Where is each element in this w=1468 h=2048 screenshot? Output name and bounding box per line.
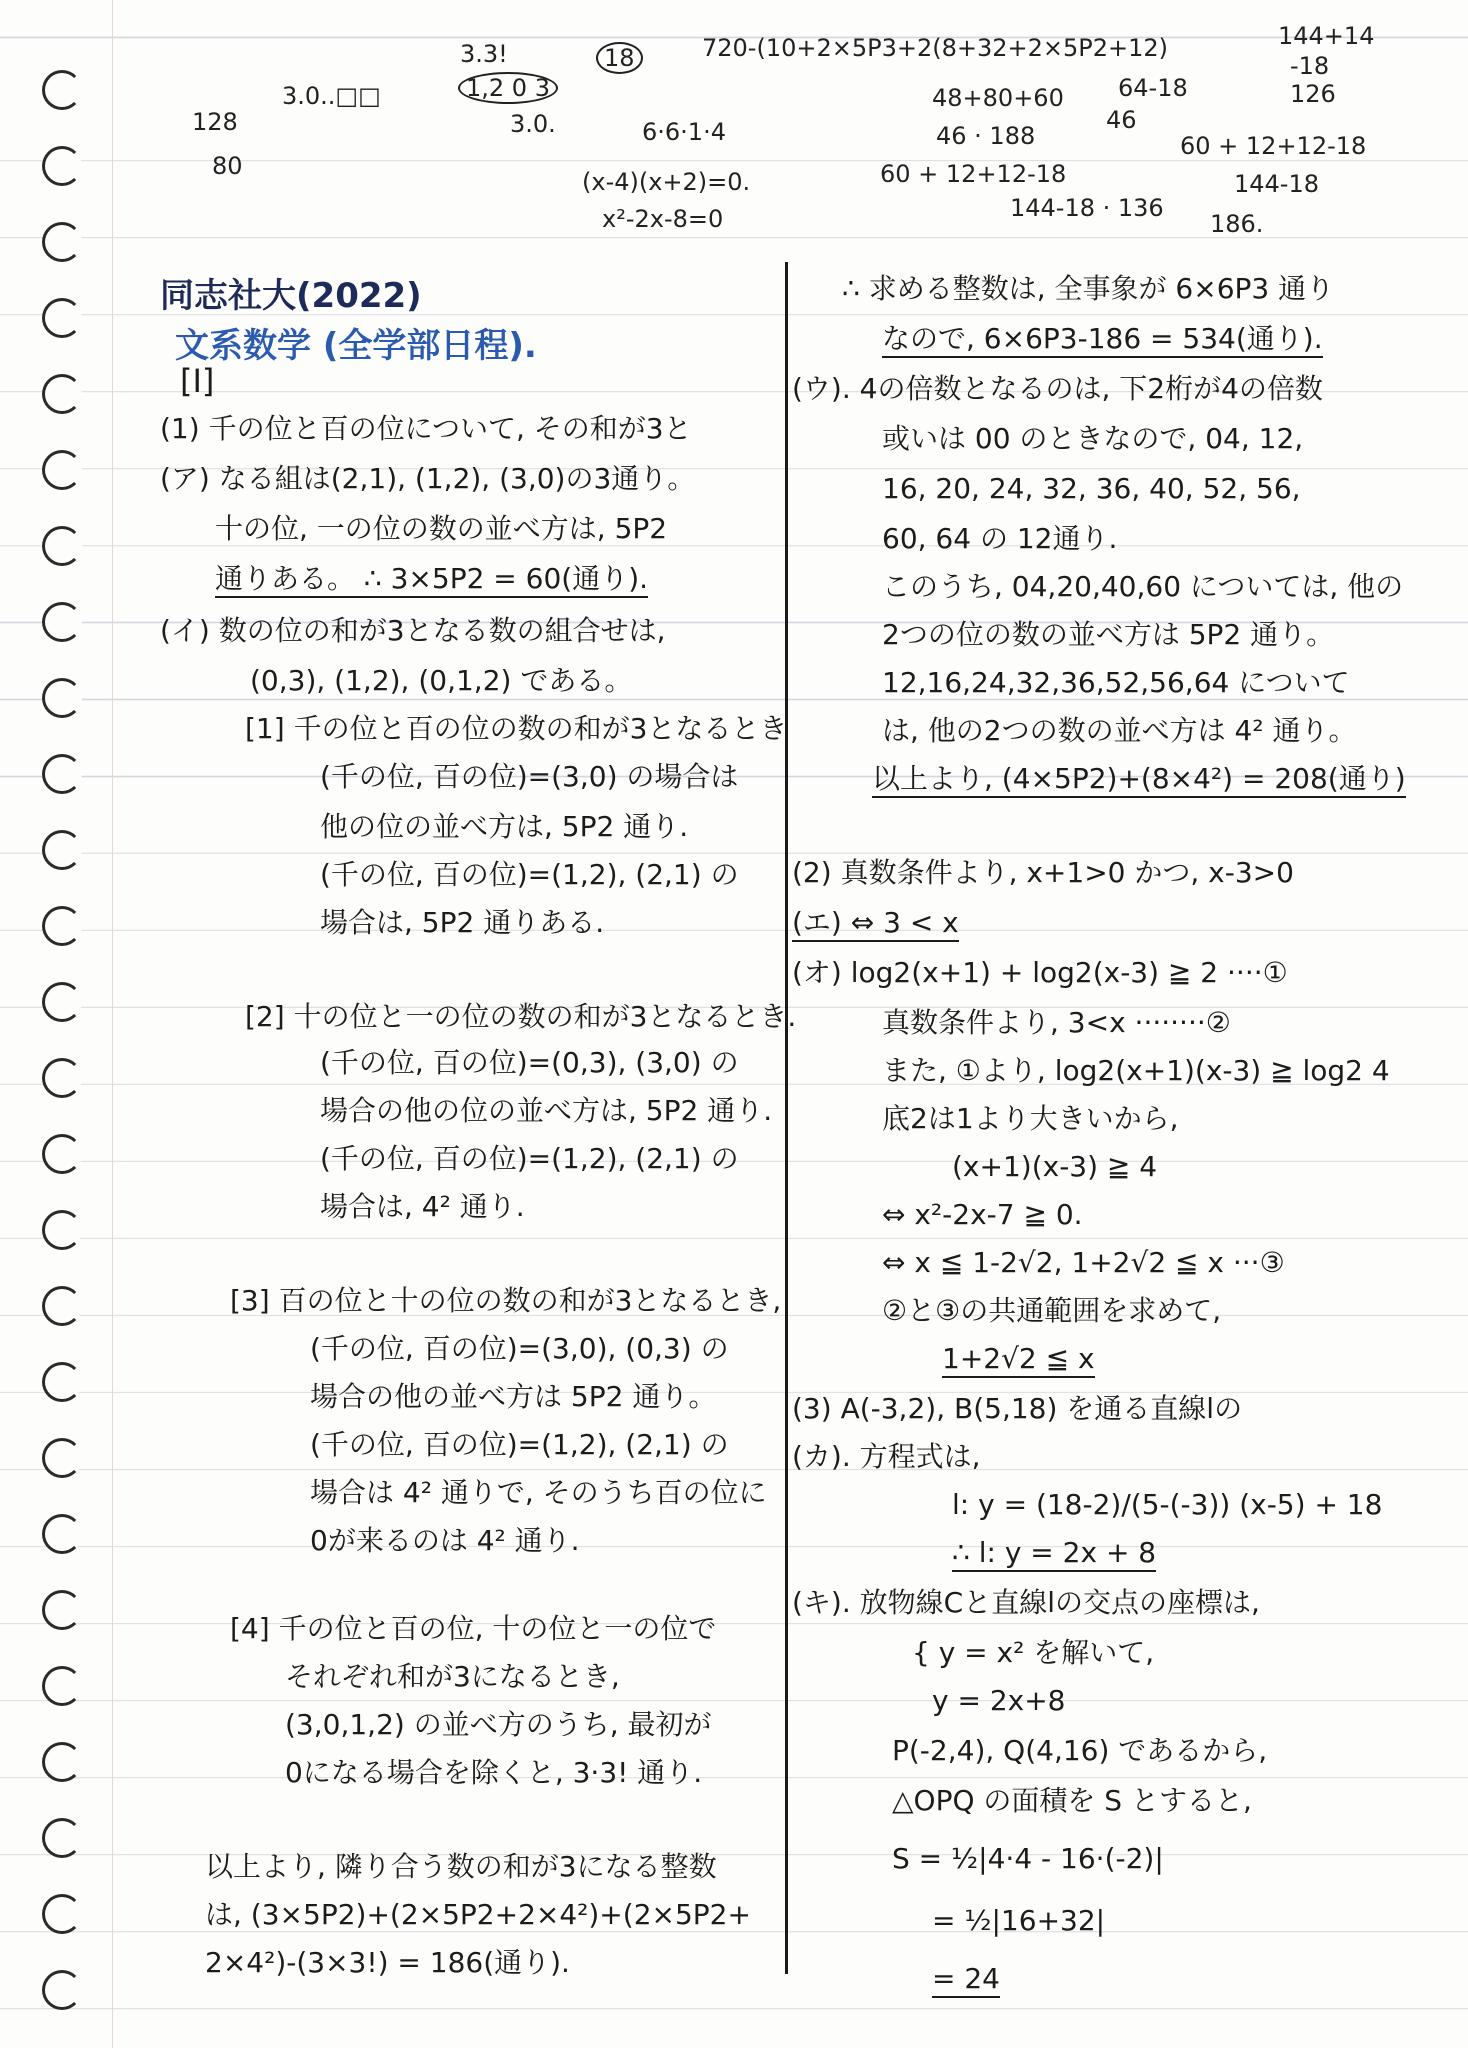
binding-hole-icon	[42, 1514, 82, 1554]
scratch-note: 64-18	[1118, 74, 1188, 102]
binding-hole-icon	[42, 146, 82, 186]
left-line: 場合の他の並べ方は 5P2 通り。	[310, 1380, 717, 1413]
scratch-note: 3.0..□□	[282, 82, 381, 110]
binding-hole-icon	[42, 678, 82, 718]
right-line: 或いは 00 のときなので, 04, 12,	[882, 422, 1304, 455]
page-title: 同志社大(2022)	[160, 276, 422, 316]
right-line: 12,16,24,32,36,52,56,64 について	[882, 666, 1350, 699]
binding-hole-icon	[42, 1590, 82, 1630]
right-line: (ウ). 4の倍数となるのは, 下2桁が4の倍数	[792, 372, 1323, 405]
binding-hole-icon	[42, 222, 82, 262]
left-line: [3] 百の位と十の位の数の和が3となるとき,	[230, 1284, 782, 1317]
right-line: ∴ l: y = 2x + 8	[952, 1536, 1156, 1572]
binding-hole-icon	[42, 1134, 82, 1174]
left-line: (0,3), (1,2), (0,1,2) である。	[250, 664, 633, 697]
scratch-note: 186.	[1210, 210, 1264, 238]
binding-hole-icon	[42, 1058, 82, 1098]
right-line: このうち, 04,20,40,60 については, 他の	[882, 570, 1404, 603]
right-line: 60, 64 の 12通り.	[882, 522, 1118, 555]
left-line: [1] 千の位と百の位の数の和が3となるとき	[245, 712, 788, 745]
left-line: (イ) 数の位の和が3となる数の組合せは,	[160, 614, 666, 647]
column-divider	[785, 262, 788, 1974]
binding-hole-icon	[42, 1438, 82, 1478]
left-line: (千の位, 百の位)=(1,2), (2,1) の	[320, 1142, 739, 1175]
right-line: (オ) log2(x+1) + log2(x-3) ≧ 2 ····①	[792, 956, 1288, 989]
scratch-note: 144-18 · 136	[1010, 194, 1164, 222]
left-line: 他の位の並べ方は, 5P2 通り.	[320, 810, 689, 843]
binding-hole-icon	[42, 1970, 82, 2010]
left-line: (1) 千の位と百の位について, その和が3と	[160, 412, 692, 445]
left-line: 場合は, 4² 通り.	[320, 1190, 525, 1223]
scratch-note: 60 + 12+12-18	[880, 160, 1067, 188]
left-line: (千の位, 百の位)=(3,0) の場合は	[320, 760, 739, 793]
scratch-note: 3.3!	[460, 40, 508, 68]
right-line: 2つの位の数の並べ方は 5P2 通り。	[882, 618, 1335, 651]
scratch-note-circled: 1,2 0 3	[458, 72, 558, 104]
scratch-note: 144+14	[1278, 22, 1375, 50]
scratch-note: 126	[1290, 80, 1336, 108]
right-line: = ½|16+32|	[932, 1904, 1106, 1937]
right-line: は, 他の2つの数の並べ方は 4² 通り。	[882, 714, 1357, 747]
right-line: ∴ 求める整数は, 全事象が 6×6P3 通り	[842, 272, 1335, 305]
binding-hole-icon	[42, 1362, 82, 1402]
left-line: [4] 千の位と百の位, 十の位と一の位で	[230, 1612, 717, 1645]
margin-line	[112, 0, 113, 2048]
right-line: ②と③の共通範囲を求めて,	[882, 1294, 1222, 1327]
left-line: (千の位, 百の位)=(1,2), (2,1) の	[320, 858, 739, 891]
left-line: (千の位, 百の位)=(3,0), (0,3) の	[310, 1332, 729, 1365]
page-subtitle: 文系数学 (全学部日程).	[175, 326, 537, 366]
left-line: (千の位, 百の位)=(1,2), (2,1) の	[310, 1428, 729, 1461]
scratch-note: -18	[1290, 52, 1330, 80]
left-line: それぞれ和が3になるとき,	[285, 1660, 620, 1693]
scratch-note: 720-(10+2×5P3+2(8+32+2×5P2+12)	[702, 34, 1169, 62]
right-line: l: y = (18-2)/(5-(-3)) (x-5) + 18	[952, 1488, 1383, 1521]
binding-hole-icon	[42, 1818, 82, 1858]
section-label: [I]	[180, 362, 215, 400]
left-line: (ア) なる組は(2,1), (1,2), (3,0)の3通り。	[160, 462, 696, 495]
scratch-note: 3.0.	[510, 110, 556, 138]
binding-hole-icon	[42, 906, 82, 946]
binding-holes	[0, 0, 120, 2048]
right-line: ⇔ x ≦ 1-2√2, 1+2√2 ≦ x ···③	[882, 1246, 1285, 1279]
right-line: 底2は1より大きいから,	[882, 1102, 1179, 1135]
left-line: 場合の他の位の並べ方は, 5P2 通り.	[320, 1094, 773, 1127]
binding-hole-icon	[42, 982, 82, 1022]
right-line: (カ). 方程式は,	[792, 1440, 981, 1473]
left-line: 十の位, 一の位の数の並べ方は, 5P2	[215, 512, 668, 545]
scratch-note: 48+80+60	[932, 84, 1064, 112]
left-line: 場合は, 5P2 通りある.	[320, 906, 605, 939]
right-line: 真数条件より, 3<x ········②	[882, 1006, 1231, 1039]
right-line: (エ) ⇔ 3 < x	[792, 906, 959, 942]
left-line: 2×4²)-(3×3!) = 186(通り).	[205, 1946, 570, 1979]
left-line: 場合は 4² 通りで, そのうち百の位に	[310, 1476, 767, 1509]
left-line: は, (3×5P2)+(2×5P2+2×4²)+(2×5P2+	[205, 1898, 751, 1931]
binding-hole-icon	[42, 602, 82, 642]
left-line: 0になる場合を除くと, 3·3! 通り.	[285, 1756, 703, 1789]
right-line: (3) A(-3,2), B(5,18) を通る直線lの	[792, 1392, 1243, 1425]
scratch-note: 128	[192, 108, 238, 136]
binding-hole-icon	[42, 1286, 82, 1326]
left-line: [2] 十の位と一の位の数の和が3となるとき.	[245, 1000, 797, 1033]
scratch-note-circled: 18	[596, 42, 643, 74]
right-line: S = ½|4·4 - 16·(-2)|	[892, 1842, 1164, 1875]
binding-hole-icon	[42, 450, 82, 490]
right-line: (2) 真数条件より, x+1>0 かつ, x-3>0	[792, 856, 1294, 889]
right-line: また, ①より, log2(x+1)(x-3) ≧ log2 4	[882, 1054, 1390, 1087]
left-line: 以上より, 隣り合う数の和が3になる整数	[205, 1850, 717, 1883]
binding-hole-icon	[42, 754, 82, 794]
scratch-note: 144-18	[1234, 170, 1320, 198]
right-line: 1+2√2 ≦ x	[942, 1342, 1095, 1378]
binding-hole-icon	[42, 830, 82, 870]
right-line: (キ). 放物線Cと直線lの交点の座標は,	[792, 1586, 1260, 1619]
binding-hole-icon	[42, 526, 82, 566]
right-line: 16, 20, 24, 32, 36, 40, 52, 56,	[882, 472, 1301, 505]
left-line: (3,0,1,2) の並べ方のうち, 最初が	[285, 1708, 712, 1741]
right-line: ⇔ x²-2x-7 ≧ 0.	[882, 1198, 1083, 1231]
left-line: 0が来るのは 4² 通り.	[310, 1524, 580, 1557]
scratch-note: 46	[1106, 106, 1137, 134]
binding-hole-icon	[42, 374, 82, 414]
binding-hole-icon	[42, 1894, 82, 1934]
binding-hole-icon	[42, 1742, 82, 1782]
scratch-note: 46 · 188	[936, 122, 1036, 150]
right-line: y = 2x+8	[932, 1684, 1066, 1717]
binding-hole-icon	[42, 1210, 82, 1250]
scratch-note: x²-2x-8=0	[602, 205, 724, 233]
binding-hole-icon	[42, 1666, 82, 1706]
scratch-note: (x-4)(x+2)=0.	[582, 168, 751, 196]
right-line: P(-2,4), Q(4,16) であるから,	[892, 1734, 1268, 1767]
right-line: { y = x² を解いて,	[912, 1636, 1155, 1669]
right-line: 以上より, (4×5P2)+(8×4²) = 208(通り)	[872, 762, 1406, 798]
right-line: = 24	[932, 1962, 1000, 1998]
binding-hole-icon	[42, 298, 82, 338]
left-line: 通りある。 ∴ 3×5P2 = 60(通り).	[215, 562, 648, 598]
scratch-note: 80	[212, 152, 243, 180]
binding-hole-icon	[42, 70, 82, 110]
right-line: なので, 6×6P3-186 = 534(通り).	[882, 322, 1323, 358]
scratch-note: 60 + 12+12-18	[1180, 132, 1367, 160]
right-line: (x+1)(x-3) ≧ 4	[952, 1150, 1158, 1183]
right-line: △OPQ の面積を S とすると,	[892, 1784, 1252, 1817]
scratch-note: 6·6·1·4	[642, 118, 726, 146]
left-line: (千の位, 百の位)=(0,3), (3,0) の	[320, 1046, 739, 1079]
